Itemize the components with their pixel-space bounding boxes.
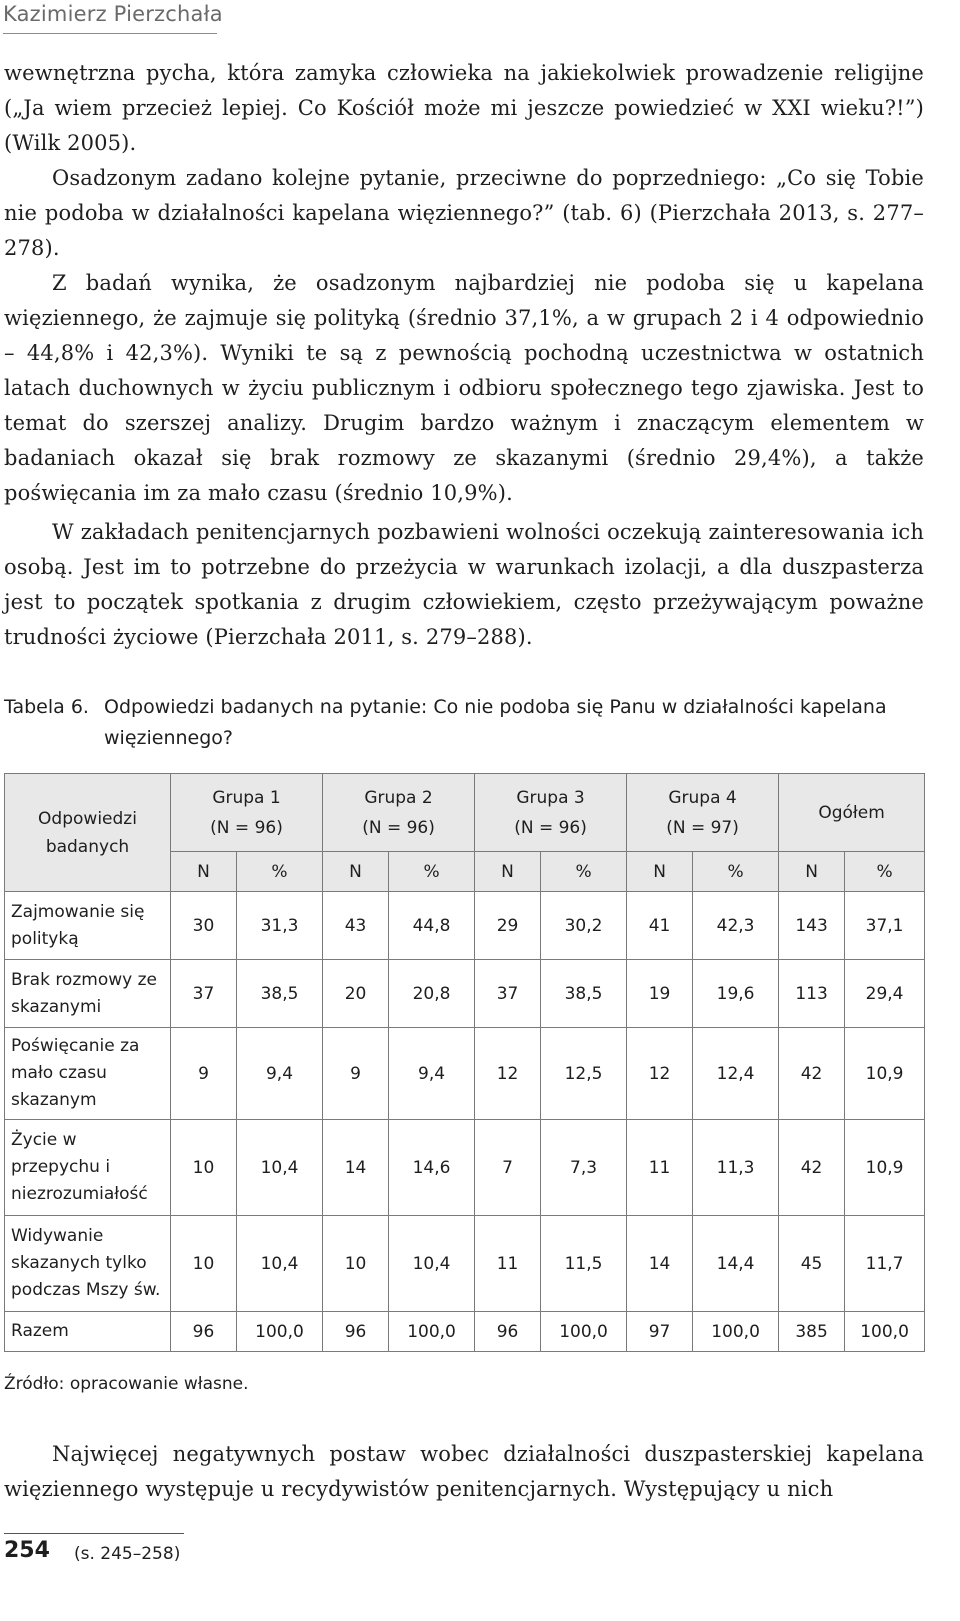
table-caption-text: Odpowiedzi badanych na pytanie: Co nie podoba się Panu w działalności kapelana — [104, 696, 887, 718]
table-row — [5, 892, 925, 960]
cell-percent: 11,7 — [845, 1216, 925, 1312]
cell-count: 10 — [171, 1120, 237, 1216]
body-paragraph-3: Z badań wynika, że osadzonym najbardziej nie podoba się u kapelana więziennego, że zajmuje się polityką (średnio 37,1%, a w grupach 2 i 4 odpowiednio – 44,8% i 42,3%). Wyniki te są z pewnością pochodną uczestnictwa w ostatnich latach duchownych w życiu publicznym i odbioru społecznego tego zjawiska. Jest to temat do szerszej analizy. Drugim bardzo ważnym i znaczącym elementem w badaniach okazał się brak rozmowy ze skazanymi (średnio 29,4%), a także poświęcania im za mało czasu (średnio 10,9%). — [4, 271, 924, 505]
cell-count: 96 — [171, 1312, 237, 1352]
cell-count: 11 — [627, 1120, 693, 1216]
cell-percent: 9,4 — [389, 1028, 475, 1120]
cell-percent: 14,6 — [389, 1120, 475, 1216]
subheader-percent: % — [237, 852, 323, 892]
subheader-n: N — [171, 852, 237, 892]
cell-percent: 10,4 — [389, 1216, 475, 1312]
cell-percent: 20,8 — [389, 960, 475, 1028]
cell-count: 9 — [323, 1028, 389, 1120]
body-paragraph-5: Najwięcej negatywnych postaw wobec działalności duszpasterskiej kapelana więziennego występuje u recydywistów penitencjarnych. Występujący u nich — [4, 1442, 924, 1501]
cell-count: 7 — [475, 1120, 541, 1216]
cell-percent: 7,3 — [541, 1120, 627, 1216]
row-label: Brak rozmowy ze skazanymi — [5, 960, 171, 1028]
cell-percent: 100,0 — [845, 1312, 925, 1352]
row-label: Poświęcanie za mało czasu skazanym — [5, 1028, 171, 1120]
cell-percent: 100,0 — [389, 1312, 475, 1352]
cell-percent: 12,4 — [693, 1028, 779, 1120]
subheader-n: N — [323, 852, 389, 892]
table-row — [5, 1312, 925, 1352]
cell-count: 96 — [323, 1312, 389, 1352]
results-table — [4, 773, 925, 1352]
table-caption-text-continued: więziennego? — [104, 727, 233, 749]
cell-count: 19 — [627, 960, 693, 1028]
table-row — [5, 1028, 925, 1120]
subheader-percent: % — [541, 852, 627, 892]
table-caption — [4, 692, 929, 754]
cell-count: 97 — [627, 1312, 693, 1352]
cell-count: 10 — [323, 1216, 389, 1312]
group-header-3: Grupa 3 (N = 96) — [475, 774, 627, 852]
cell-count: 143 — [779, 892, 845, 960]
subheader-n: N — [475, 852, 541, 892]
subheader-percent: % — [693, 852, 779, 892]
cell-count: 45 — [779, 1216, 845, 1312]
running-head-divider — [3, 33, 217, 34]
group-header-total: Ogółem — [779, 774, 925, 852]
cell-percent: 30,2 — [541, 892, 627, 960]
cell-count: 20 — [323, 960, 389, 1028]
cell-count: 12 — [475, 1028, 541, 1120]
group-header-2: Grupa 2 (N = 96) — [323, 774, 475, 852]
row-label: Zajmowanie się polityką — [5, 892, 171, 960]
cell-percent: 14,4 — [693, 1216, 779, 1312]
cell-count: 42 — [779, 1120, 845, 1216]
corner-header: Odpowiedzi badanych — [5, 774, 171, 892]
cell-percent: 12,5 — [541, 1028, 627, 1120]
cell-percent: 10,4 — [237, 1120, 323, 1216]
page-number: 254 — [4, 1538, 50, 1563]
subheader-n: N — [779, 852, 845, 892]
cell-count: 10 — [171, 1216, 237, 1312]
running-head-author: Kazimierz Pierzchała — [3, 2, 223, 26]
group-header-1: Grupa 1 (N = 96) — [171, 774, 323, 852]
cell-percent: 19,6 — [693, 960, 779, 1028]
table-source-note: Źródło: opracowanie własne. — [4, 1374, 249, 1394]
cell-percent: 100,0 — [693, 1312, 779, 1352]
row-label: Widywanie skazanych tylko podczas Mszy św. — [5, 1216, 171, 1312]
subheader-percent: % — [845, 852, 925, 892]
cell-percent: 44,8 — [389, 892, 475, 960]
cell-percent: 100,0 — [541, 1312, 627, 1352]
row-label: Razem — [5, 1312, 171, 1352]
table-caption-label: Tabela 6. — [4, 696, 89, 718]
table-body — [5, 892, 925, 1352]
cell-count: 43 — [323, 892, 389, 960]
cell-count: 14 — [323, 1120, 389, 1216]
cell-percent: 42,3 — [693, 892, 779, 960]
body-paragraph-4: W zakładach penitencjarnych pozbawieni wolności oczekują zainteresowania ich osobą. Jest im to potrzebne do przeżycia w warunkach izolacji, a dla duszpasterza jest to początek spotkania z drugim człowiekiem, często przeżywającym poważne trudności życiowe (Pierzchała 2011, s. 279–288). — [4, 520, 924, 649]
cell-percent: 100,0 — [237, 1312, 323, 1352]
cell-percent: 10,4 — [237, 1216, 323, 1312]
cell-percent: 10,9 — [845, 1028, 925, 1120]
cell-percent: 11,5 — [541, 1216, 627, 1312]
cell-percent: 9,4 — [237, 1028, 323, 1120]
cell-count: 30 — [171, 892, 237, 960]
cell-percent: 10,9 — [845, 1120, 925, 1216]
cell-percent: 37,1 — [845, 892, 925, 960]
cell-count: 37 — [171, 960, 237, 1028]
table-row — [5, 1216, 925, 1312]
body-paragraph-1: wewnętrzna pycha, która zamyka człowieka na jakiekolwiek prowadzenie religijne („Ja wiem przecież lepiej. Co Kościół może mi jeszcze powiedzieć w XXI wieku?!”) (Wilk 2005). — [4, 61, 924, 155]
cell-percent: 11,3 — [693, 1120, 779, 1216]
group-header-4: Grupa 4 (N = 97) — [627, 774, 779, 852]
cell-percent: 38,5 — [541, 960, 627, 1028]
cell-percent: 29,4 — [845, 960, 925, 1028]
cell-count: 29 — [475, 892, 541, 960]
cell-count: 37 — [475, 960, 541, 1028]
body-paragraph-2: Osadzonym zadano kolejne pytanie, przeciwne do poprzedniego: „Co się Tobie nie podoba w działalności kapelana więziennego?” (tab. 6) (Pierzchała 2013, s. 277–278). — [4, 166, 924, 260]
cell-count: 11 — [475, 1216, 541, 1312]
subheader-n: N — [627, 852, 693, 892]
cell-count: 41 — [627, 892, 693, 960]
cell-count: 42 — [779, 1028, 845, 1120]
cell-count: 14 — [627, 1216, 693, 1312]
cell-percent: 38,5 — [237, 960, 323, 1028]
footer-divider — [4, 1533, 184, 1534]
cell-count: 9 — [171, 1028, 237, 1120]
cell-percent: 31,3 — [237, 892, 323, 960]
cell-count: 96 — [475, 1312, 541, 1352]
cell-count: 12 — [627, 1028, 693, 1120]
row-label: Życie w przepychu i niezrozumiałość — [5, 1120, 171, 1216]
subheader-percent: % — [389, 852, 475, 892]
table-row — [5, 960, 925, 1028]
cell-count: 113 — [779, 960, 845, 1028]
table-row — [5, 1120, 925, 1216]
page-range: (s. 245–258) — [74, 1544, 181, 1564]
cell-count: 385 — [779, 1312, 845, 1352]
